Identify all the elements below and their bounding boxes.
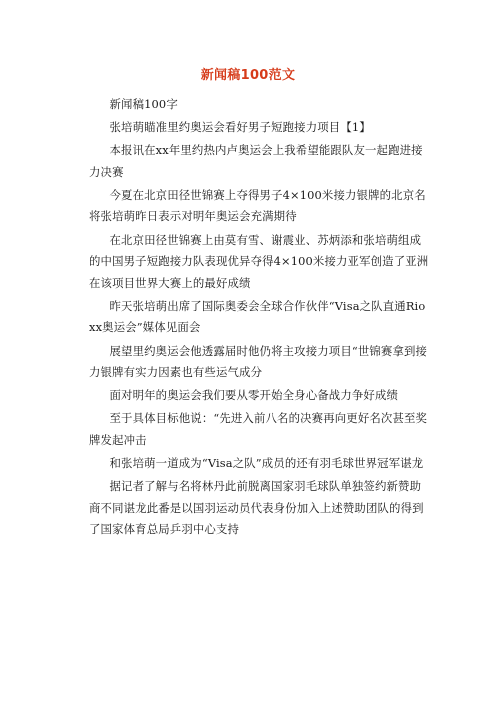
paragraph: 和张培萌一道成为“Visa之队”成员的还有羽毛球世界冠军谌龙: [109, 456, 424, 470]
paragraph: 昨天张培萌出席了国际奥委会全球合作伙伴“Visa之队直通Rioxx奥运会”媒体见面会: [89, 298, 426, 335]
document-title: 新闻稿100范文: [200, 68, 296, 83]
paragraph: 面对明年的奥运会我们要从零开始全身心备战力争好成绩: [109, 388, 399, 403]
paragraph: 展望里约奥运会他透露届时他仍将主攻接力项目“世锦赛拿到接力银牌有实力因素也有些运气成分: [89, 343, 428, 380]
paragraph: 张培萌瞄准里约奥运会看好男子短跑接力项目【1】: [109, 120, 371, 135]
paragraph: 今夏在北京田径世锦赛上夺得男子4×100米接力银牌的北京名将张培萌昨日表示对明年奥运会充满期待: [89, 187, 426, 224]
paragraph: 至于具体目标他说：“先进入前八名的决赛再向更好名次甚至奖牌发起冲击: [89, 411, 428, 447]
paragraph: 据记者了解与名将林丹此前脱离国家羽毛球队单独签约新赞助商不同谌龙此番是以国羽运动员代表身份加入上述赞助团队的得到了国家体育总局乒羽中心支持: [89, 479, 424, 537]
paragraph: 新闻稿100字: [109, 97, 178, 111]
document-body: [89, 94, 429, 542]
paragraph: 本报讯在xx年里约热内卢奥运会上我希望能跟队友一起跑进接力决赛: [89, 143, 423, 179]
paragraph: 在北京田径世锦赛上由莫有雪、谢震业、苏炳添和张培萌组成的中国男子短跑接力队表现优异夺得4×100米接力亚军创造了亚洲在该项目世界大赛上的最好成绩: [89, 232, 429, 290]
